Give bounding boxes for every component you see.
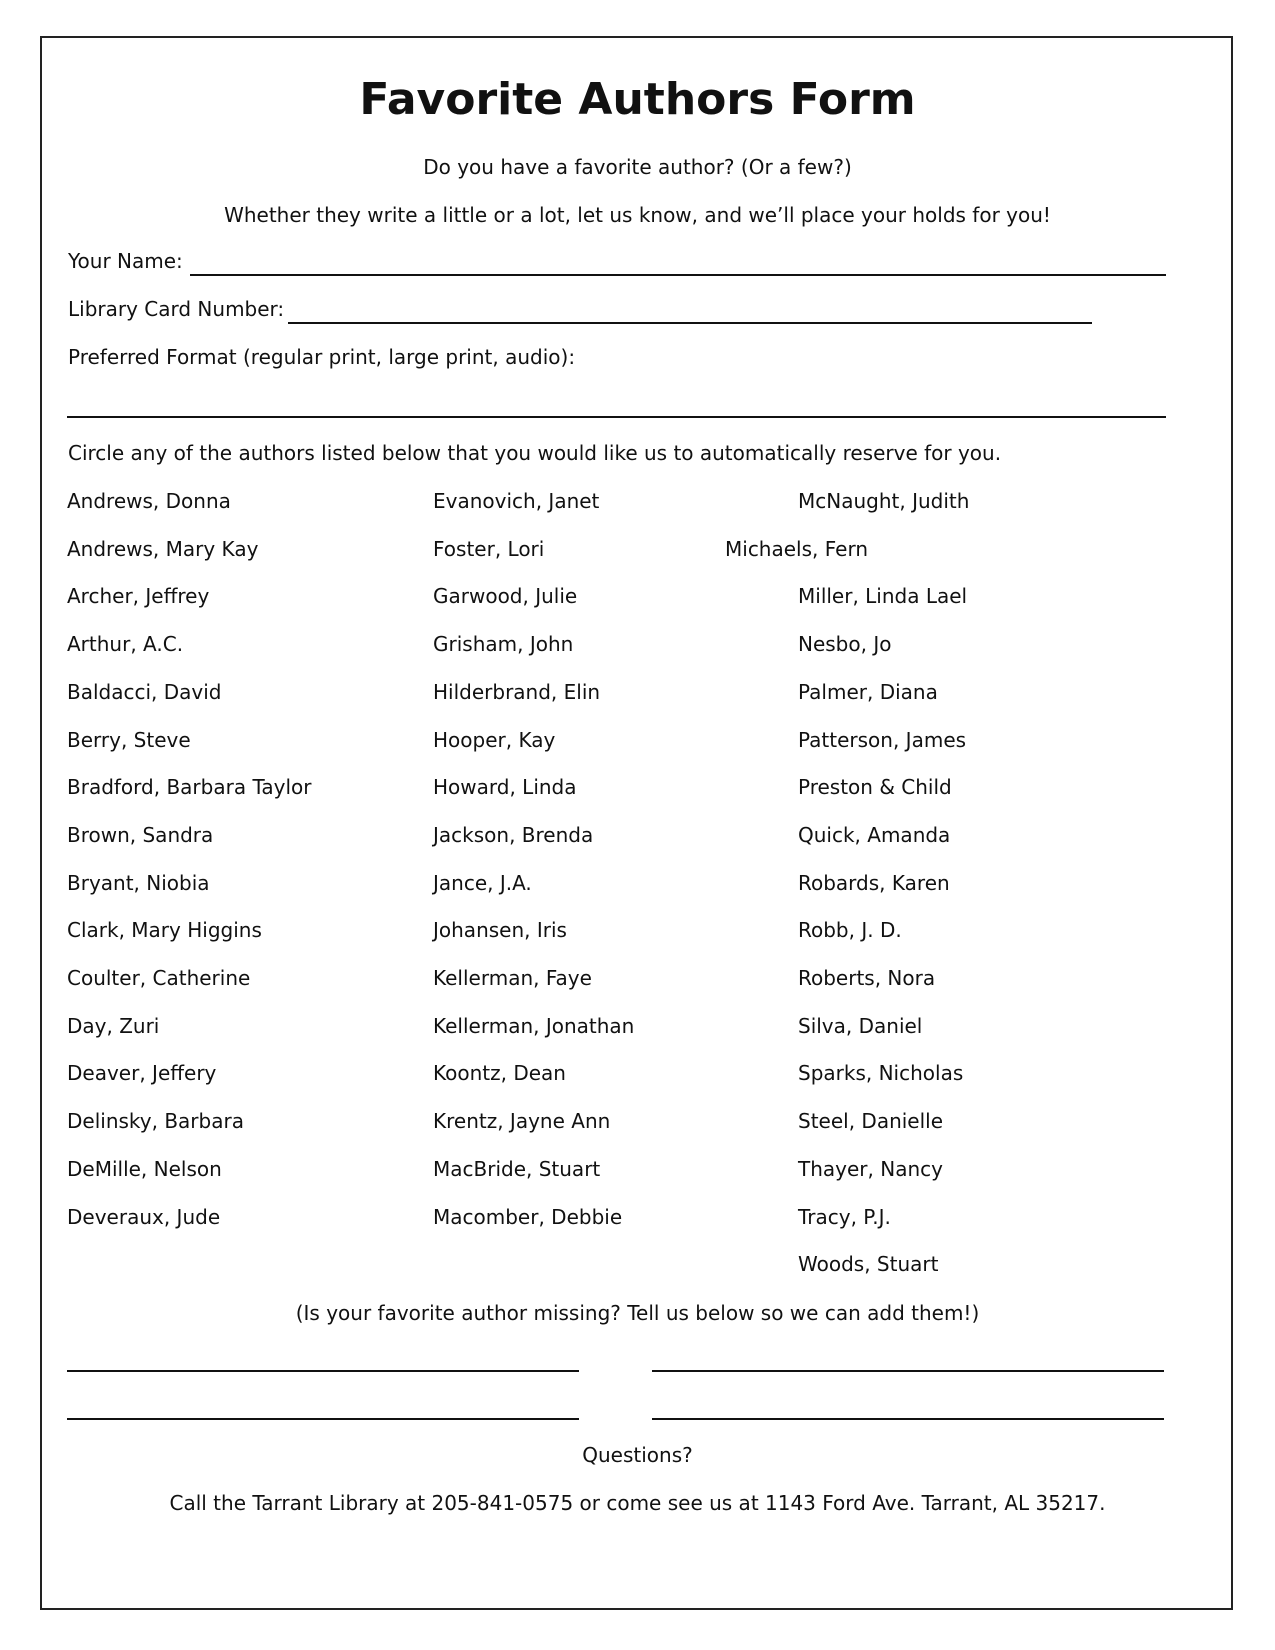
author-option[interactable]: Woods, Stuart xyxy=(798,1252,939,1276)
author-option[interactable]: Hilderbrand, Elin xyxy=(433,680,601,704)
author-option[interactable]: Preston & Child xyxy=(798,775,952,799)
author-option[interactable]: Bryant, Niobia xyxy=(67,871,210,895)
author-option[interactable]: Koontz, Dean xyxy=(433,1061,566,1085)
author-option[interactable]: Deaver, Jeffery xyxy=(67,1061,217,1085)
author-option[interactable]: Kellerman, Jonathan xyxy=(433,1014,635,1038)
author-option[interactable]: Andrews, Donna xyxy=(67,489,231,513)
form-title: Favorite Authors Form xyxy=(359,74,916,125)
author-option[interactable]: Clark, Mary Higgins xyxy=(67,918,262,942)
author-option[interactable]: Palmer, Diana xyxy=(798,680,938,704)
author-option[interactable]: Archer, Jeffrey xyxy=(67,584,210,608)
author-option[interactable]: Coulter, Catherine xyxy=(67,966,251,990)
missing-author-prompt: (Is your favorite author missing? Tell us below so we can add them!) xyxy=(295,1301,980,1325)
author-option[interactable]: Bradford, Barbara Taylor xyxy=(67,775,312,799)
author-option[interactable]: Kellerman, Faye xyxy=(433,966,592,990)
author-option[interactable]: McNaught, Judith xyxy=(798,489,970,513)
author-option[interactable]: Sparks, Nicholas xyxy=(798,1061,964,1085)
preferred-format-label: Preferred Format (regular print, large print, audio): xyxy=(68,345,576,369)
author-option[interactable]: Quick, Amanda xyxy=(798,823,951,847)
author-option[interactable]: Baldacci, David xyxy=(67,680,222,704)
preferred-format-field-line[interactable] xyxy=(67,416,1166,418)
author-option[interactable]: Roberts, Nora xyxy=(798,966,936,990)
intro-question: Do you have a favorite author? (Or a few?) xyxy=(423,155,852,179)
author-option[interactable]: Silva, Daniel xyxy=(798,1014,923,1038)
name-field-line[interactable] xyxy=(190,274,1166,276)
author-option[interactable]: MacBride, Stuart xyxy=(433,1157,601,1181)
author-option[interactable]: Jackson, Brenda xyxy=(433,823,594,847)
author-option[interactable]: Michaels, Fern xyxy=(725,537,868,561)
author-option[interactable]: Johansen, Iris xyxy=(433,918,567,942)
author-option[interactable]: Tracy, P.J. xyxy=(798,1205,891,1229)
page-border xyxy=(40,36,1233,1610)
missing-author-line-4[interactable] xyxy=(652,1418,1164,1420)
questions-heading: Questions? xyxy=(582,1443,693,1467)
missing-author-line-1[interactable] xyxy=(67,1370,579,1372)
card-number-label: Library Card Number: xyxy=(68,297,285,321)
author-option[interactable]: Evanovich, Janet xyxy=(433,489,600,513)
author-option[interactable]: Macomber, Debbie xyxy=(433,1205,623,1229)
card-number-field-line[interactable] xyxy=(288,322,1092,324)
intro-text: Whether they write a little or a lot, let us know, and we’ll place your holds for you! xyxy=(224,203,1051,227)
author-option[interactable]: Deveraux, Jude xyxy=(67,1205,221,1229)
author-option[interactable]: Brown, Sandra xyxy=(67,823,214,847)
author-option[interactable]: DeMille, Nelson xyxy=(67,1157,222,1181)
author-option[interactable]: Day, Zuri xyxy=(67,1014,160,1038)
author-option[interactable]: Hooper, Kay xyxy=(433,728,556,752)
author-option[interactable]: Krentz, Jayne Ann xyxy=(433,1109,611,1133)
missing-author-line-3[interactable] xyxy=(67,1418,579,1420)
missing-author-line-2[interactable] xyxy=(652,1370,1164,1372)
author-option[interactable]: Howard, Linda xyxy=(433,775,577,799)
author-option[interactable]: Arthur, A.C. xyxy=(67,632,184,656)
author-option[interactable]: Patterson, James xyxy=(798,728,967,752)
author-option[interactable]: Steel, Danielle xyxy=(798,1109,944,1133)
author-option[interactable]: Jance, J.A. xyxy=(433,871,532,895)
author-option[interactable]: Thayer, Nancy xyxy=(798,1157,943,1181)
author-option[interactable]: Miller, Linda Lael xyxy=(798,584,968,608)
author-option[interactable]: Grisham, John xyxy=(433,632,574,656)
instructions: Circle any of the authors listed below that you would like us to automatically reserve for you. xyxy=(68,441,1002,465)
contact-line: Call the Tarrant Library at 205-841-0575 or come see us at 1143 Ford Ave. Tarrant, AL 35217. xyxy=(169,1491,1106,1515)
author-option[interactable]: Andrews, Mary Kay xyxy=(67,537,259,561)
author-option[interactable]: Robb, J. D. xyxy=(798,918,902,942)
author-option[interactable]: Nesbo, Jo xyxy=(798,632,892,656)
author-option[interactable]: Robards, Karen xyxy=(798,871,950,895)
author-option[interactable]: Garwood, Julie xyxy=(433,584,578,608)
author-option[interactable]: Berry, Steve xyxy=(67,728,191,752)
author-option[interactable]: Foster, Lori xyxy=(433,537,545,561)
name-label: Your Name: xyxy=(68,249,183,273)
author-option[interactable]: Delinsky, Barbara xyxy=(67,1109,244,1133)
